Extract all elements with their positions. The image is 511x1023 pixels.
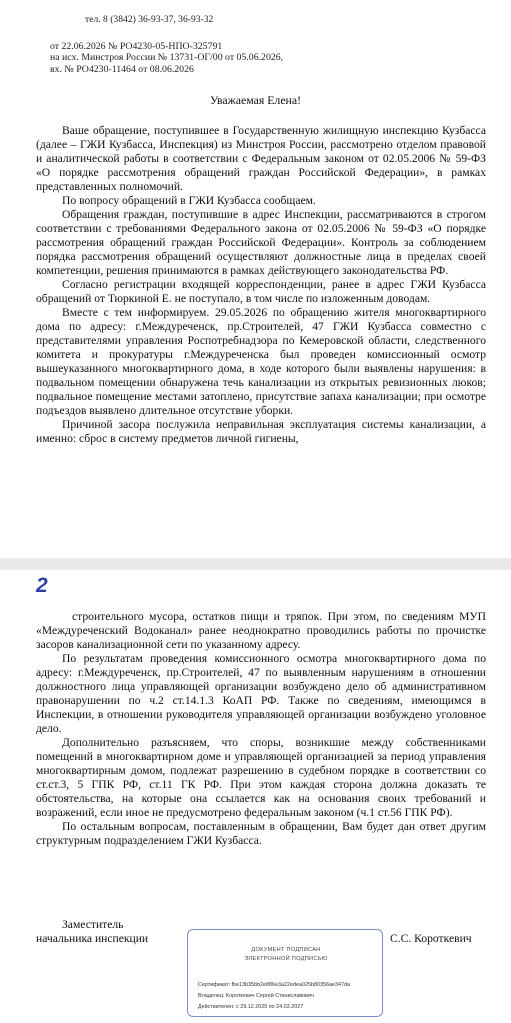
paragraph: Обращения граждан, поступившие в адрес Инспекции, рассматриваются в строгом соответствии с требованиями Федерального закона от 02.05.2006 № 59-ФЗ «О порядке рассмотрения обращений граждан Российской Федерации». Контроль за соблюдением порядка рассмотрения обращений осуществляют должностные лица в пределах своей компетенции, решения принимаются в рамках действующего законодательства РФ. <box>36 208 486 277</box>
signer-name: С.С. Короткевич <box>390 932 472 945</box>
paragraph: Причиной засора послужила неправильная эксплуатация системы канализации, а именно: сброс в систему предметов личной гигиены, <box>36 418 486 445</box>
paragraph: Вместе с тем информируем. 29.05.2026 по обращению жителя многоквартирного дома по адресу: г.Междуреченск, пр.Строителей, 47 ГЖИ Кузбасса совместно с представителями управления Роспотребнадзора по Кемеровской области, следственного комитета и прокуратуры г.Междуреченска был проведен комиссионный осмотр вышеуказанного многоквартирного дома, в ходе которого были выявлены нарушения: в подвальном помещении обнаружена течь канализации из открытых ревизионных люков; подвальное помещение местами затоплено, присутствие запаха канализации; при осмотре подъездов выявлено длительное отсутствие уборки. <box>36 306 486 417</box>
registration-line: вх. № РО4230-11464 от 08.06.2026 <box>50 63 194 75</box>
paragraph: По вопросу обращений в ГЖИ Кузбасса сообщаем. <box>62 194 316 207</box>
registration-line: на исх. Минстроя России № 13731-ОГ/00 от 05.06.2026, <box>50 52 284 64</box>
stamp-header-2: ЭЛЕКТРОННОЙ ПОДПИСЬЮ <box>244 956 328 962</box>
paragraph: Дополнительно разъясняем, что споры, возникшие между собственниками помещений в многоквартирном доме и управляющей организацией за период управления многоквартирным домом, подлежат разрешению в судебном порядке в соответствии со ст.ст.3, 5 ГПК РФ, ст.11 ГК РФ. При этом каждая сторона должна доказать те обстоятельства, на которые она ссылается как на основания своих требований и возражений, если иное не предусмотрено федеральным законом (ч.1 ст.56 ГПК РФ). <box>36 736 486 819</box>
paragraph: Ваше обращение, поступившее в Государственную жилищную инспекцию Кузбасса (далее – ГЖИ Кузбасса, Инспекция) из Минстроя России, рассмотрено отделом правовой и аналитической работы в соответствии с Федеральным законом от 02.05.2006 № 59-ФЗ «О порядке рассмотрения обращений граждан Российской Федерации», в рамках представленных полномочий. <box>36 124 486 193</box>
registration-block <box>50 41 283 75</box>
phone-line: тел. 8 (3842) 36-93-37, 36-93-32 <box>85 14 214 25</box>
registration-line: от 22.06.2026 № РО4230-05-НПО-325791 <box>50 41 223 52</box>
stamp-header-1: ДОКУМЕНТ ПОДПИСАН <box>251 947 321 953</box>
stamp-validity: Действителен: с 29.12.2025 по 24.03.2027 <box>198 1004 304 1010</box>
document-page-2 <box>0 570 511 1023</box>
stamp-owner: Владелец: Короткевич Сергей Станиславович <box>198 993 314 999</box>
paragraph: Согласно регистрации входящей корреспонденции, ранее в адрес ГЖИ Кузбасса обращений от Тюркиной Е. не поступало, в том числе по изложенным доводам. <box>36 278 486 305</box>
stamp-certificate: Сертификат: fbe13b35bb2e886e3a22edea025b80356ae347da <box>198 982 350 988</box>
letter-body-page-1 <box>36 124 486 446</box>
electronic-signature-stamp <box>187 929 383 1017</box>
signature-position-line1: Заместитель <box>62 918 124 931</box>
paragraph: По остальным вопросам, поставленным в обращении, Вам будет дан ответ другим структурным подразделением ГЖИ Кузбасса. <box>36 820 486 847</box>
paragraph: строительного мусора, остатков пищи и тряпок. При этом, по сведениям МУП «Междуреченский Водоканал» ранее неоднократно проводились работы по прочистке засоров канализационной сети по указанному адресу. <box>36 610 486 651</box>
letter-body-page-2 <box>36 610 486 848</box>
page-number: 2 <box>36 574 48 597</box>
paragraph: По результатам проведения комиссионного осмотра многоквартирного дома по адресу: г.Междуреченск, пр.Строителей, 47 по выявленным нарушениям в отношении должностного лица управляющей организации возбуждено дело об административном правонарушении по ч.2 ст.14.1.3 КоАП РФ. Также по сведениям, имеющимся в Инспекции, в отношении руководителя управляющей организации возбуждено уголовное дело. <box>36 652 486 735</box>
greeting: Уважаемая Елена! <box>209 93 302 107</box>
signature-position-line2: начальника инспекции <box>36 932 149 945</box>
